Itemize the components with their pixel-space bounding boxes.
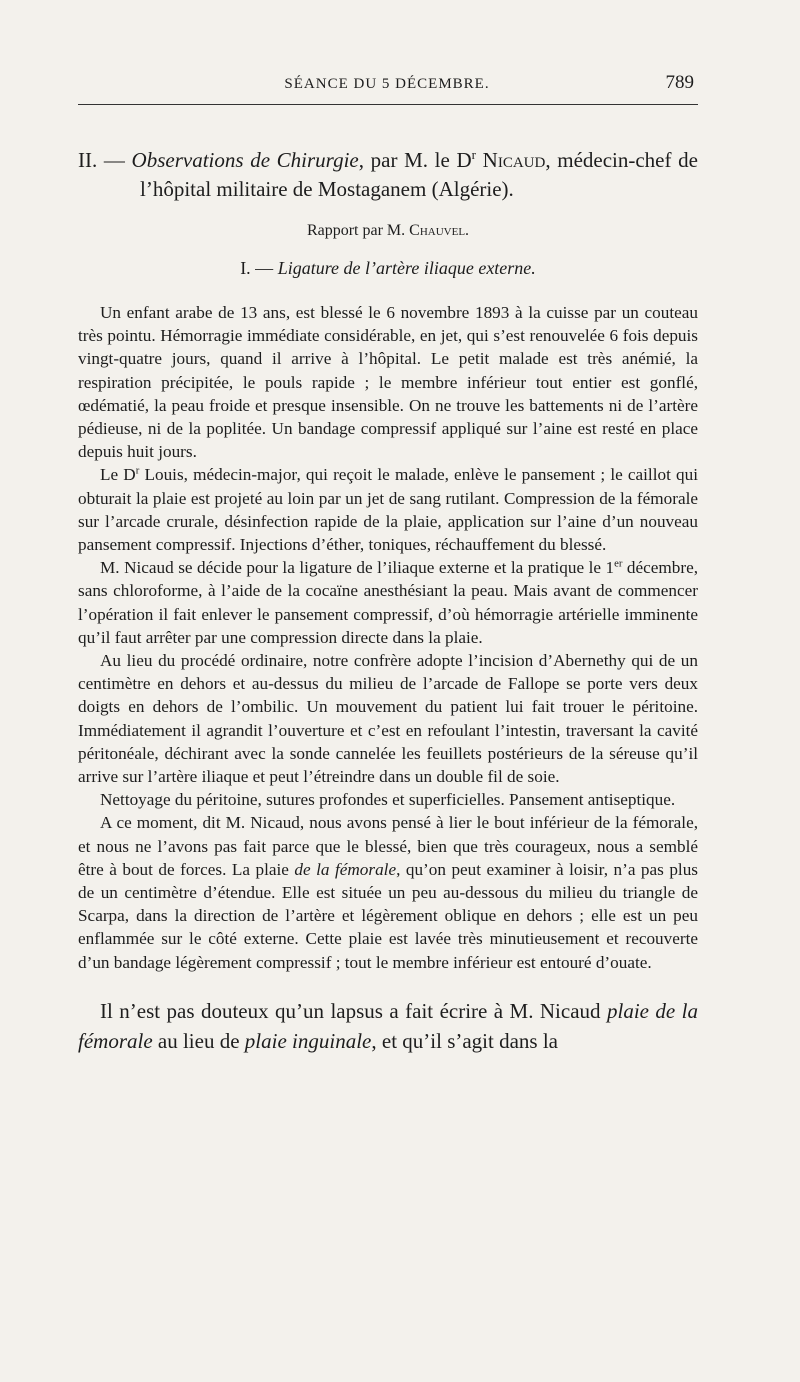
paragraph-text: Le D	[100, 465, 136, 485]
paragraph-text: décembre, sans chloroforme, à l’aide de la cocaïne anesthésiant la peau. Mais avant de commencer l’opération il fait enlever le pansement compressif, d’où hémorragie artérielle imminente qu’il faut arrêter par une compression directe dans la plaie.	[78, 558, 698, 647]
paragraph-text: , qu’on peut examiner à loisir, n’a pas plus de un centimètre d’étendue. Elle est située un peu au-dessous du milieu du triangle de Scarpa, dans la direction de l’artère et légèrement oblique en dehors ; elle est un peu enflammée sur le côté externe. Cette plaie est lavée très minutieusement et recouverte d’un bandage légèrement compressif ; tout le membre inférieur est entouré d’ouate.	[78, 859, 698, 972]
body-text	[78, 301, 698, 974]
header-rule	[78, 104, 698, 105]
page-number: 789	[665, 72, 694, 93]
dr-superscript: r	[135, 465, 140, 477]
closing-text: au lieu de	[152, 1028, 245, 1053]
section-title: Ligature de l’artère iliaque externe.	[277, 258, 536, 278]
closing-text: , et qu’il s’agit dans la	[371, 1028, 558, 1053]
report-prefix: Rapport par M.	[306, 222, 410, 239]
paragraph	[78, 463, 698, 556]
closing-italic: plaie inguinale	[244, 1028, 372, 1053]
paragraph	[78, 556, 698, 649]
report-byline	[78, 222, 698, 240]
dr-superscript: r	[471, 147, 476, 162]
section-numeral: I. —	[240, 258, 278, 278]
closing-italic: plaie de la fémorale	[78, 998, 698, 1053]
report-suffix: .	[465, 222, 470, 239]
paragraph-italic: de la fémorale	[294, 859, 397, 879]
section-heading	[78, 258, 698, 279]
article-title	[78, 146, 698, 204]
author-name: Nicaud	[482, 148, 546, 172]
article-by: , par M. le D	[358, 148, 472, 172]
page-content	[78, 146, 698, 1056]
article-numeral: II. —	[78, 148, 132, 172]
paragraph	[78, 811, 698, 973]
author-affiliation: , médecin-chef de l’hôpital militaire de Mostaganem (Algérie).	[140, 148, 698, 201]
closing-paragraph	[78, 996, 698, 1056]
paragraph: Un enfant arabe de 13 ans, est blessé le 6 novembre 1893 à la cuisse par un couteau très pointu. Hémorragie immédiate considérable, en jet, qui s’est renouvelée 6 fois depuis vingt-quatre jours, quand il arrive à l’hôpital. Le petit malade est très anémié, la respiration précipitée, le pouls rapide ; le membre inférieur tout entier est gonflé, œdématié, la peau froide et presque insensible. On ne trouve les battements ni de l’artère pédieuse, ni de la poplitée. Un bandage compressif appliqué sur l’aine est resté en place depuis huit jours.	[78, 303, 698, 462]
paragraph-text: M. Nicaud se décide pour la ligature de l’iliaque externe et la pratique le 1	[100, 558, 615, 578]
ordinal-superscript: er	[614, 558, 623, 570]
paragraph: Nettoyage du péritoine, sutures profondes et superficielles. Pansement antiseptique.	[100, 790, 676, 810]
paragraph-text: A ce moment, dit M. Nicaud, nous avons pensé à lier le bout inférieur de la fémorale, et nous ne l’avons pas fait parce que le blessé, bien que très courageux, nous a semblé être à bout de forces. La plaie	[78, 813, 698, 879]
paragraph-text: Louis, médecin-major, qui reçoit le malade, enlève le pansement ; le caillot qui obturait la plaie est projeté au loin par un jet de sang rutilant. Compression de la fémorale sur l’arcade crurale, désinfection rapide de la plaie, application sur l’aine d’un nouveau pansement compressif. Injections d’éther, toniques, réchauffement du blessé.	[78, 465, 698, 555]
closing-text: Il n’est pas douteux qu’un lapsus a fait écrire à M. Nicaud	[100, 998, 607, 1023]
reporter-name: Chauvel	[409, 222, 466, 239]
running-head	[78, 72, 696, 96]
paragraph: Au lieu du procédé ordinaire, notre confrère adopte l’incision d’Abernethy qui de un centimètre en dehors et au-dessus du milieu de l’arcade de Fallope se porte vers deux doigts en dehors de l’ombilic. Un mouvement du patient lui fait trouer le péritoine. Immédiatement il agrandit l’ouverture et c’est en refoulant l’intestin, traversant la cavité péritonéale, déchirant avec la sonde cannelée les feuillets postérieurs de la séreuse qu’il arrive sur l’artère iliaque et peut l’étreindre dans un double fil de soie.	[78, 651, 698, 787]
running-title: SÉANCE DU 5 DÉCEMBRE.	[284, 76, 490, 92]
article-title-italic: Observations de Chirurgie	[131, 148, 359, 172]
